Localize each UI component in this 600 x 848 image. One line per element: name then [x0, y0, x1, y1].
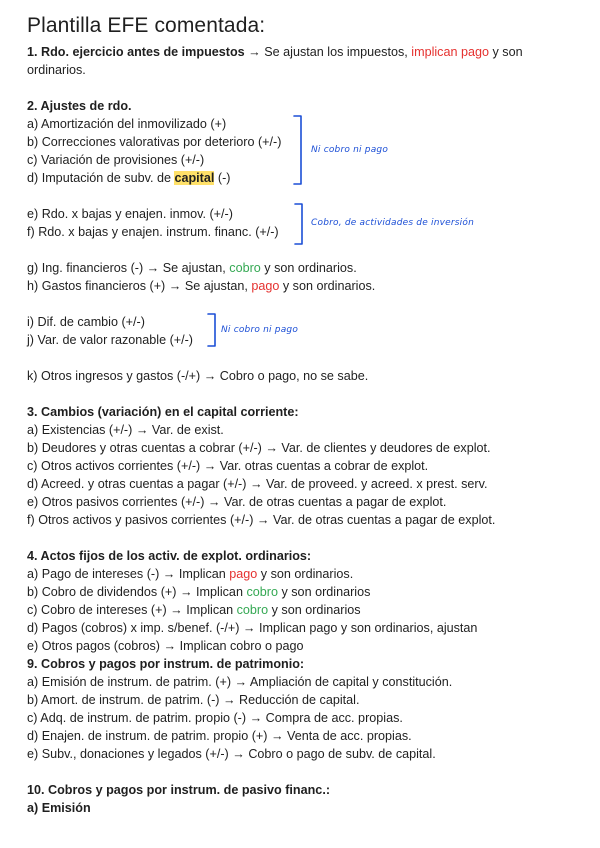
section-10-item-a: a) Emisión	[27, 801, 91, 815]
section-2-item-g	[27, 260, 357, 277]
section-3-item: a) Existencias (+/-) → Var. de exist.	[27, 423, 224, 437]
page-title: Plantilla EFE comentada:	[27, 14, 266, 37]
section-1-heading: 1. Rdo. ejercicio antes de impuestos	[27, 45, 245, 59]
section-1-text: → Se ajustan los impuestos,	[244, 45, 412, 59]
section-4-item-b-end: y son ordinarios	[277, 585, 371, 599]
section-1-red-text: implican pago	[411, 45, 489, 59]
section-2-item-j: j) Var. de valor razonable (+/-)	[27, 333, 194, 347]
section-2-heading: 2. Ajustes de rdo.	[27, 99, 132, 113]
section-9-item: b) Amort. de instrum. de patrim. (-) → Reducción de capital.	[27, 693, 360, 707]
section-2-item-d	[27, 170, 230, 187]
section-4-item-b-green: cobro	[246, 585, 278, 599]
section-9-heading: 9. Cobros y pagos por instrum. de patrimonio:	[27, 657, 305, 671]
section-3-item: c) Otros activos corrientes (+/-) → Var. otras cuentas a cobrar de explot.	[27, 459, 429, 473]
section-2-item-f: f) Rdo. x bajas y enajen. instrum. financ. (+/-)	[27, 225, 279, 239]
section-9-item: d) Enajen. de instrum. de patrim. propio (+) → Venta de acc. propias.	[27, 729, 412, 743]
section-4-item-b-text: b) Cobro de dividendos (+) → Implican	[27, 585, 247, 599]
section-4-item-a-end: y son ordinarios.	[257, 567, 354, 581]
section-2-item-d-end: (-)	[214, 171, 231, 185]
section-2-item-a: a) Amortización del inmovilizado (+)	[27, 117, 227, 131]
bracket-3-icon	[206, 312, 220, 348]
section-2-item-d-text: d) Imputación de subv. de	[27, 171, 175, 185]
section-9-item: e) Subv., donaciones y legados (+/-) → Cobro o pago de subv. de capital.	[27, 747, 436, 761]
bracket-1-icon	[292, 114, 306, 186]
handwritten-note-1: Ni cobro ni pago	[311, 145, 389, 155]
section-3-heading: 3. Cambios (variación) en el capital corriente:	[27, 405, 299, 419]
section-4-item-c-end: y son ordinarios	[268, 603, 361, 617]
section-2-item-e: e) Rdo. x bajas y enajen. inmov. (+/-)	[27, 207, 233, 221]
section-9-item: a) Emisión de instrum. de patrim. (+) → Ampliación de capital y constitución.	[27, 675, 453, 689]
section-4-item-c	[27, 602, 361, 619]
section-10-heading: 10. Cobros y pagos por instrum. de pasivo financ.:	[27, 783, 331, 797]
section-4-item-c-text: c) Cobro de intereses (+) → Implican	[27, 603, 237, 617]
section-2-item-g-green: cobro	[229, 261, 261, 275]
section-9-item: c) Adq. de instrum. de patrim. propio (-) → Compra de acc. propias.	[27, 711, 403, 725]
section-2-item-h-text: h) Gastos financieros (+) → Se ajustan,	[27, 279, 252, 293]
section-2-item-h-end: y son ordinarios.	[279, 279, 376, 293]
section-3-item: b) Deudores y otras cuentas a cobrar (+/-) → Var. de clientes y deudores de explot.	[27, 441, 491, 455]
section-2-item-h	[27, 278, 375, 295]
section-1-line	[27, 44, 523, 61]
section-2-item-g-text: g) Ing. financieros (-) → Se ajustan,	[27, 261, 230, 275]
section-3-item: f) Otros activos y pasivos corrientes (+/-) → Var. de otras cuentas a pagar de explot.	[27, 513, 496, 527]
handwritten-note-2: Cobro, de actividades de inversión	[311, 218, 474, 228]
handwritten-note-3: Ni cobro ni pago	[221, 325, 299, 335]
section-4-item-a-text: a) Pago de intereses (-) → Implican	[27, 567, 230, 581]
section-2-item-k: k) Otros ingresos y gastos (-/+) → Cobro o pago, no se sabe.	[27, 369, 369, 383]
section-4-item-c-green: cobro	[236, 603, 269, 617]
section-4-item-a	[27, 566, 353, 583]
section-2-item-b: b) Correcciones valorativas por deterioro (+/-)	[27, 135, 282, 149]
section-2-item-c: c) Variación de provisiones (+/-)	[27, 153, 205, 167]
section-4-item-d: d) Pagos (cobros) x imp. s/benef. (-/+) → Implican pago y son ordinarios, ajustan	[27, 621, 478, 635]
highlighted-word: capital	[174, 171, 215, 185]
section-1-line-2: ordinarios.	[27, 63, 86, 77]
section-4-item-a-red: pago	[229, 567, 258, 581]
section-3-item: e) Otros pasivos corrientes (+/-) → Var. de otras cuentas a pagar de explot.	[27, 495, 447, 509]
section-4-item-b	[27, 584, 370, 601]
section-1-text-end: y son	[489, 45, 523, 59]
section-3-item: d) Acreed. y otras cuentas a pagar (+/-) → Var. de proveed. y acreed. x prest. serv.	[27, 477, 488, 491]
section-4-heading: 4. Actos fijos de los activ. de explot. ordinarios:	[27, 549, 312, 563]
section-2-item-h-red: pago	[251, 279, 280, 293]
section-4-item-e: e) Otros pagos (cobros) → Implican cobro o pago	[27, 639, 304, 653]
bracket-2-icon	[293, 202, 307, 246]
section-2-item-g-end: y son ordinarios.	[260, 261, 357, 275]
section-2-item-i: i) Dif. de cambio (+/-)	[27, 315, 145, 329]
